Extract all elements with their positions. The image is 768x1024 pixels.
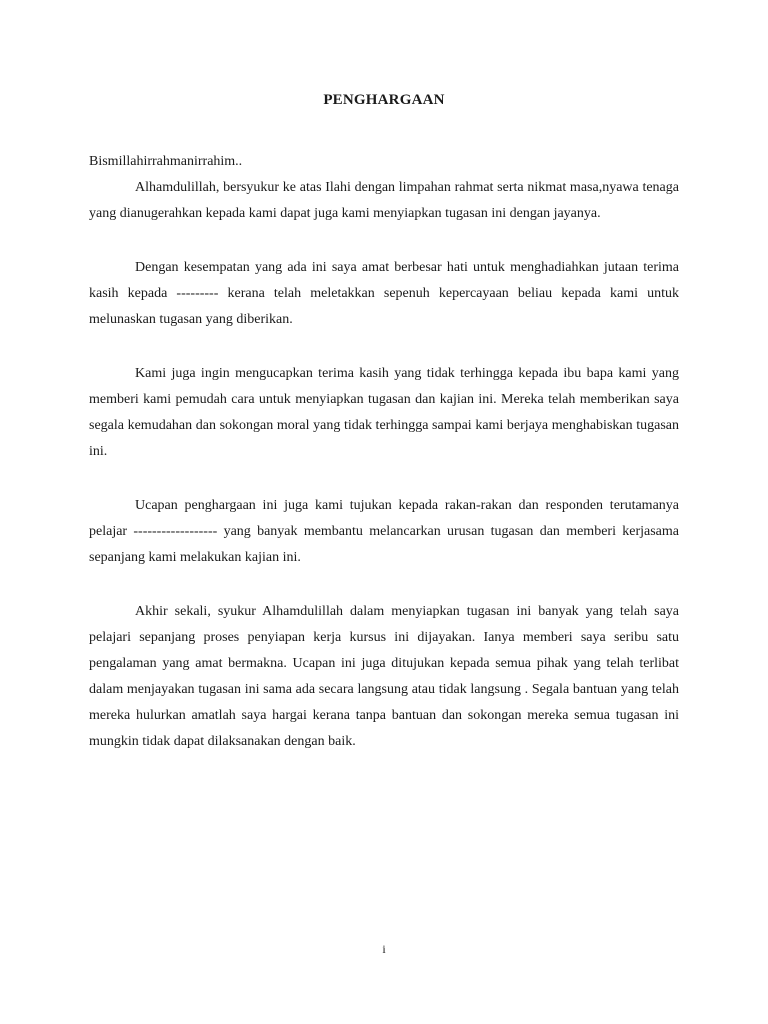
document-body: [89, 149, 679, 783]
page-title: PENGHARGAAN: [323, 92, 445, 108]
opening-line: Bismillahirrahmanirrahim..: [89, 154, 243, 169]
paragraph-3: Kami juga ingin mengucapkan terima kasih yang tidak terhingga kepada ibu bapa kami yang memberi kami pemudah cara untuk menyiapkan tugasan dan kajian ini. Mereka telah memberikan saya segala kemudahan dan sokongan moral yang tidak terhingga sampai kami berjaya menghabiskan tugasan ini.: [89, 366, 679, 459]
paragraph-4: Ucapan penghargaan ini juga kami tujukan kepada rakan-rakan dan responden terutamanya pelajar ------------------ yang banyak membantu melancarkan urusan tugasan dan memberi kerjasama sepanjang kami melakukan kajian ini.: [89, 498, 679, 565]
paragraph-2: Dengan kesempatan yang ada ini saya amat berbesar hati untuk menghadiahkan jutaan terima kasih kepada --------- kerana telah meletakkan sepenuh kepercayaan beliau kepada kami untuk melunaskan tugasan yang diberikan.: [89, 260, 679, 327]
paragraph-1: Alhamdulillah, bersyukur ke atas Ilahi dengan limpahan rahmat serta nikmat masa,nyawa tenaga yang dianugerahkan kepada kami dapat juga kami menyiapkan tugasan ini dengan jayanya.: [89, 180, 679, 221]
paragraph-5: Akhir sekali, syukur Alhamdulillah dalam menyiapkan tugasan ini banyak yang telah saya pelajari sepanjang proses penyiapan kerja kursus ini dijayakan. Ianya memberi saya seribu satu pengalaman yang amat bermakna. Ucapan ini juga ditujukan kepada semua pihak yang telah terlibat dalam menjayakan tugasan ini sama ada secara langsung atau tidak langsung . Segala bantuan yang telah mereka hulurkan amatlah saya hargai kerana tanpa bantuan dan sokongan mereka semua tugasan ini mungkin tidak dapat dilaksanakan dengan baik.: [89, 604, 679, 749]
page-number: i: [382, 942, 386, 956]
